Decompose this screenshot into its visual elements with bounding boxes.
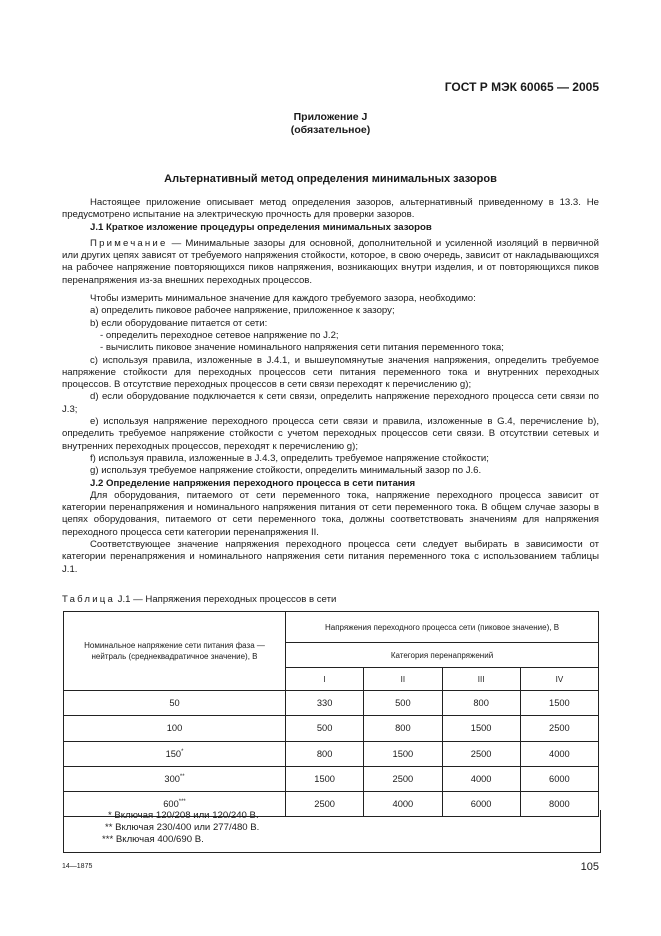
section-j2-heading: J.2 Определение напряжения переходного процесса в сети питания [90, 477, 416, 489]
value-cell: 6000 [520, 766, 598, 791]
page-title: Альтернативный метод определения минимальных зазоров [164, 173, 497, 185]
nominal-voltage-cell: 300** [64, 766, 286, 791]
category-header: I [286, 668, 364, 691]
step-e: e) используя напряжение переходного процесса сети связи и правила, изложенные в G.4, перечисление b), определить требуемое напряжение стойкости с учетом переходных процессов сети связи. В отсутствии сетевых и внутренних переходных процессов, переходят к перечислению g); [62, 416, 599, 452]
note-label: Примечание [90, 237, 168, 249]
table-note: * Включая 120/208 или 120/240 В. [108, 810, 259, 821]
step-b1: - определить переходное сетевое напряжение по J.2; [100, 329, 339, 341]
table-note: *** Включая 400/690 В. [102, 834, 204, 845]
table-notes [63, 810, 601, 853]
intro-paragraph: Настоящее приложение описывает метод определения зазоров, альтернативный приведенному в 13.3. Не предусмотрено испытание на электрическую прочность для проверки зазоров. [62, 197, 599, 221]
value-cell: 1500 [286, 766, 364, 791]
value-cell: 500 [286, 716, 364, 741]
step-g: g) используя требуемое напряжение стойкости, определить минимальный зазор по J.6. [90, 465, 482, 477]
transient-voltage-table [63, 611, 599, 817]
value-cell: 800 [442, 691, 520, 716]
page-number: 105 [580, 861, 599, 873]
annex-status: (обязательное) [290, 124, 371, 136]
category-header: II [364, 668, 442, 691]
value-cell: 1500 [520, 691, 598, 716]
value-cell: 2500 [520, 716, 598, 741]
value-cell: 2500 [442, 741, 520, 766]
section-j2-paragraph-2: Соответствующее значение напряжения переходного процесса сети следует выбирать в зависимости от категории перенапряжения и номинального напряжения сети питания переменного тока с использованием таблицы J.1. [62, 539, 599, 575]
table-row [64, 741, 599, 766]
steps-intro: Чтобы измерить минимальное значение для каждого требуемого зазора, необходимо: [90, 293, 476, 305]
category-header: III [442, 668, 520, 691]
value-cell: 4000 [442, 766, 520, 791]
value-cell: 1500 [364, 741, 442, 766]
value-cell: 1500 [442, 716, 520, 741]
step-a: a) определить пиковое рабочее напряжение, приложенное к зазору; [90, 305, 395, 317]
value-cell: 330 [286, 691, 364, 716]
nominal-voltage-cell: 50 [64, 691, 286, 716]
table-note: ** Включая 230/400 или 277/480 В. [105, 822, 260, 833]
table-row [64, 766, 599, 791]
value-cell: 2500 [364, 766, 442, 791]
print-code: 14—1875 [62, 863, 93, 870]
annex-heading [0, 111, 661, 137]
col-nominal-voltage-header: Номинальное напряжение сети питания фаза — нейтраль (среднеквадратичное значение), В [64, 612, 286, 691]
table-caption [62, 594, 336, 605]
table-caption-label: Таблица [62, 594, 116, 605]
category-header: IV [520, 668, 598, 691]
note-paragraph [62, 238, 599, 287]
step-d: d) если оборудование подключается к сети связи, определить напряжение переходного процесса сети связи по J.3; [62, 391, 599, 415]
standard-number: ГОСТ Р МЭК 60065 — 2005 [444, 80, 599, 94]
nominal-voltage-cell: 100 [64, 716, 286, 741]
document-body [62, 197, 599, 576]
value-cell: 4000 [364, 792, 442, 817]
step-b2: - вычислить пиковое значение номинального напряжения сети питания переменного тока; [100, 342, 504, 354]
annex-name: Приложение J [293, 111, 368, 123]
value-cell: 800 [286, 741, 364, 766]
col-transient-voltage-header: Напряжения переходного процесса сети (пиковое значение), В [286, 612, 599, 643]
table-row [64, 716, 599, 741]
table-row [64, 691, 599, 716]
nominal-voltage-cell: 150* [64, 741, 286, 766]
step-c: c) используя правила, изложенные в J.4.1, и вышеупомянутые значения напряжения, определить требуемое напряжение стойкости для переходных процессов сети питания переменного тока и внутренних переходных процессов. В отсутствие переходных процессов в сети связи переходят к перечислению g); [62, 354, 599, 391]
overvoltage-category-header: Категория перенапряжений [286, 643, 599, 668]
value-cell: 4000 [520, 741, 598, 766]
value-cell: 6000 [442, 792, 520, 817]
step-b: b) если оборудование питается от сети: [90, 317, 268, 329]
nominal-voltage-cell: 600*** [64, 792, 286, 817]
step-f: f) используя правила, изложенные в J.4.3, определить требуемое напряжение стойкости; [90, 452, 489, 464]
table-caption-text: J.1 — Напряжения переходных процессов в сети [115, 594, 337, 605]
value-cell: 8000 [520, 792, 598, 817]
section-j1-heading: J.1 Краткое изложение процедуры определения минимальных зазоров [90, 221, 432, 233]
note-text: — Минимальные зазоры для основной, дополнительной и усиленной изоляций в первичной или других цепях зависят от требуемого напряжения стойкости, которое, в свою очередь, зависит от накладывающихся на рабочее напряжение повторяющихся пиков напряжения, возникающих внутри изделия, и от повторяющихся пиков перенапряжения из-за внешних переходных процессов. [62, 237, 599, 286]
section-j2-paragraph-1: Для оборудования, питаемого от сети переменного тока, напряжение переходного процесса зависит от категории перенапряжения и номинального напряжения питания от сети переменного тока. В общем случае зазоры в цепях оборудования, питаемого от сети переменного тока, должны соответствовать значениям для напряжения переходного процесса сети категории перенапряжения II. [62, 489, 599, 538]
value-cell: 2500 [286, 792, 364, 817]
value-cell: 800 [364, 716, 442, 741]
value-cell: 500 [364, 691, 442, 716]
